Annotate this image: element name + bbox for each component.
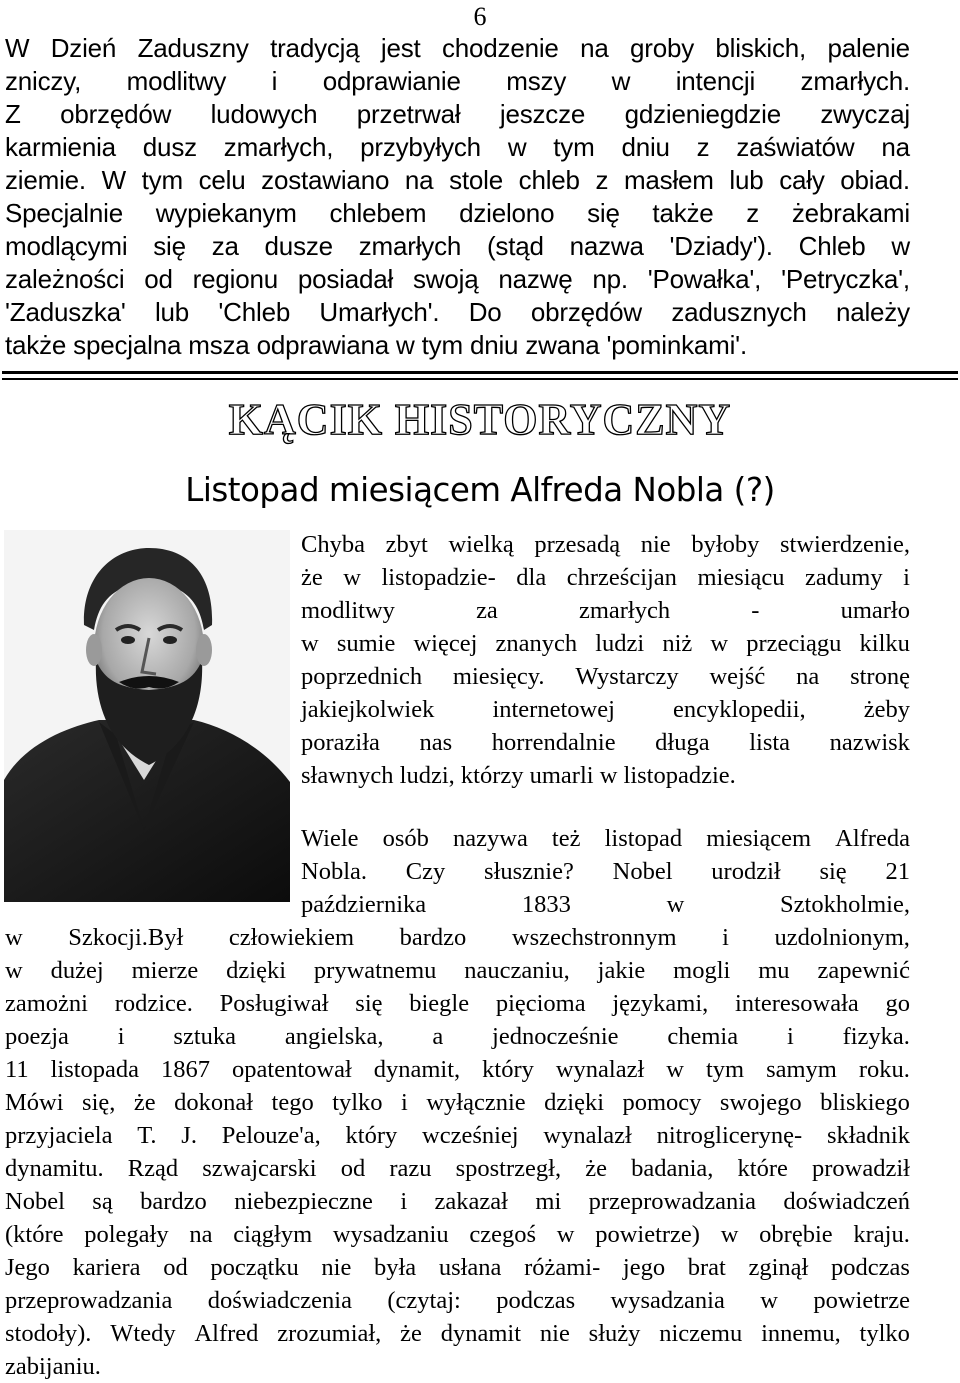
text-line: poraziła nas horrendalnie długa lista nazwisk (301, 729, 910, 756)
text-line: 11 listopada 1867 opatentował dynamit, który wynalazł w tym samym roku. (5, 1056, 910, 1083)
text-line: poezja i sztuka angielska, a jednocześnie chemia i fizyka. (5, 1023, 910, 1050)
text-line: Wiele osób nazywa też listopad miesiącem Alfreda (301, 825, 910, 852)
text-line: sławnych ludzi, którzy umarli w listopadzie. (301, 762, 736, 789)
text-line: Jego kariera od początku nie była usłana różami- jego brat zginął podczas (5, 1254, 910, 1281)
text-line: zabijaniu. (5, 1353, 101, 1380)
text-line: także specjalna msza odprawiana w tym dniu zwana 'pominkami'. (5, 330, 747, 360)
article-title: Listopad miesiącem Alfreda Nobla (?) (185, 471, 775, 509)
section-heading: KĄCIK HISTORYCZNY (228, 395, 732, 444)
alfred-nobel-portrait (4, 530, 290, 902)
text-line: października 1833 w Sztokholmie, (301, 891, 910, 918)
text-line: ziemie. W tym celu zostawiano na stole chleb z masłem lub cały obiad. (5, 165, 910, 195)
text-line: Nobel są bardzo niebezpieczne i zakazał mi przeprowadzania doświadczeń (5, 1188, 910, 1215)
text-line: Z obrzędów ludowych przetrwał jeszcze gdzieniegdzie zwyczaj (5, 99, 910, 129)
page-number: 6 (473, 2, 487, 31)
text-line: że w listopadzie- dla chrześcijan miesiącu zadumy i (301, 564, 910, 591)
text-line: Mówi się, że dokonał tego tylko i wyłącznie dzięki pomocy swojego bliskiego (5, 1089, 910, 1116)
text-line: jakiejkolwiek internetowej encyklopedii, żeby (301, 696, 910, 723)
text-line: przeprowadzania doświadczenia (czytaj: podczas wysadzania w powietrze (5, 1287, 910, 1314)
divider-thin (2, 378, 958, 380)
text-line: zniczy, modlitwy i odprawianie mszy w intencji zmarłych. (5, 66, 910, 96)
text-line: zależności od regionu posiadał swoją nazwę np. 'Powałka', 'Petryczka', (5, 264, 910, 294)
text-line: karmienia dusz zmarłych, przybyłych w tym dniu z zaświatów na (5, 132, 910, 162)
text-line: modlącymi się za dusze zmarłych (stąd nazwa 'Dziady'). Chleb w (5, 231, 910, 261)
text-line: W Dzień Zaduszny tradycją jest chodzenie na groby bliskich, palenie (5, 33, 910, 63)
text-line: Chyba zbyt wielką przesadą nie byłoby stwierdzenie, (301, 531, 910, 558)
text-line: modlitwy za zmarłych - umarło (301, 597, 910, 624)
text-line: przyjaciela T. J. Pelouze'a, który wcześniej wynalazł nitroglicerynę- składnik (5, 1122, 910, 1149)
text-line: Nobla. Czy słusznie? Nobel urodził się 21 (301, 858, 910, 885)
text-line: dynamitu. Rząd szwajcarski od razu spostrzegł, że badania, które prowadził (5, 1155, 910, 1182)
text-line: poprzednich miesięcy. Wystarczy wejść na stronę (301, 663, 910, 690)
text-line: (które polegały na ciągłym wysadzaniu czegoś w powietrze) w obrębie kraju. (5, 1221, 910, 1248)
text-line: stodoły). Wtedy Alfred zrozumiał, że dynamit nie służy niczemu innemu, tylko (5, 1320, 910, 1347)
text-line: 'Zaduszka' lub 'Chleb Umarłych'. Do obrzędów zadusznych należy (5, 297, 910, 327)
text-line: w dużej mierze dzięki prywatnemu nauczaniu, jakie mogli mu zapewnić (5, 957, 910, 984)
text-line: w sumie więcej znanych ludzi niż w przeciągu kilku (301, 630, 910, 657)
text-line: Specjalnie wypiekanym chlebem dzielono się także z żebrakami (5, 198, 910, 228)
divider-thick (2, 371, 958, 374)
text-line: w Szkocji.Był człowiekiem bardzo wszechstronnym i uzdolnionym, (5, 924, 910, 951)
text-line: zamożni rodzice. Posługiwał się biegle pięcioma językami, interesowała go (5, 990, 910, 1017)
